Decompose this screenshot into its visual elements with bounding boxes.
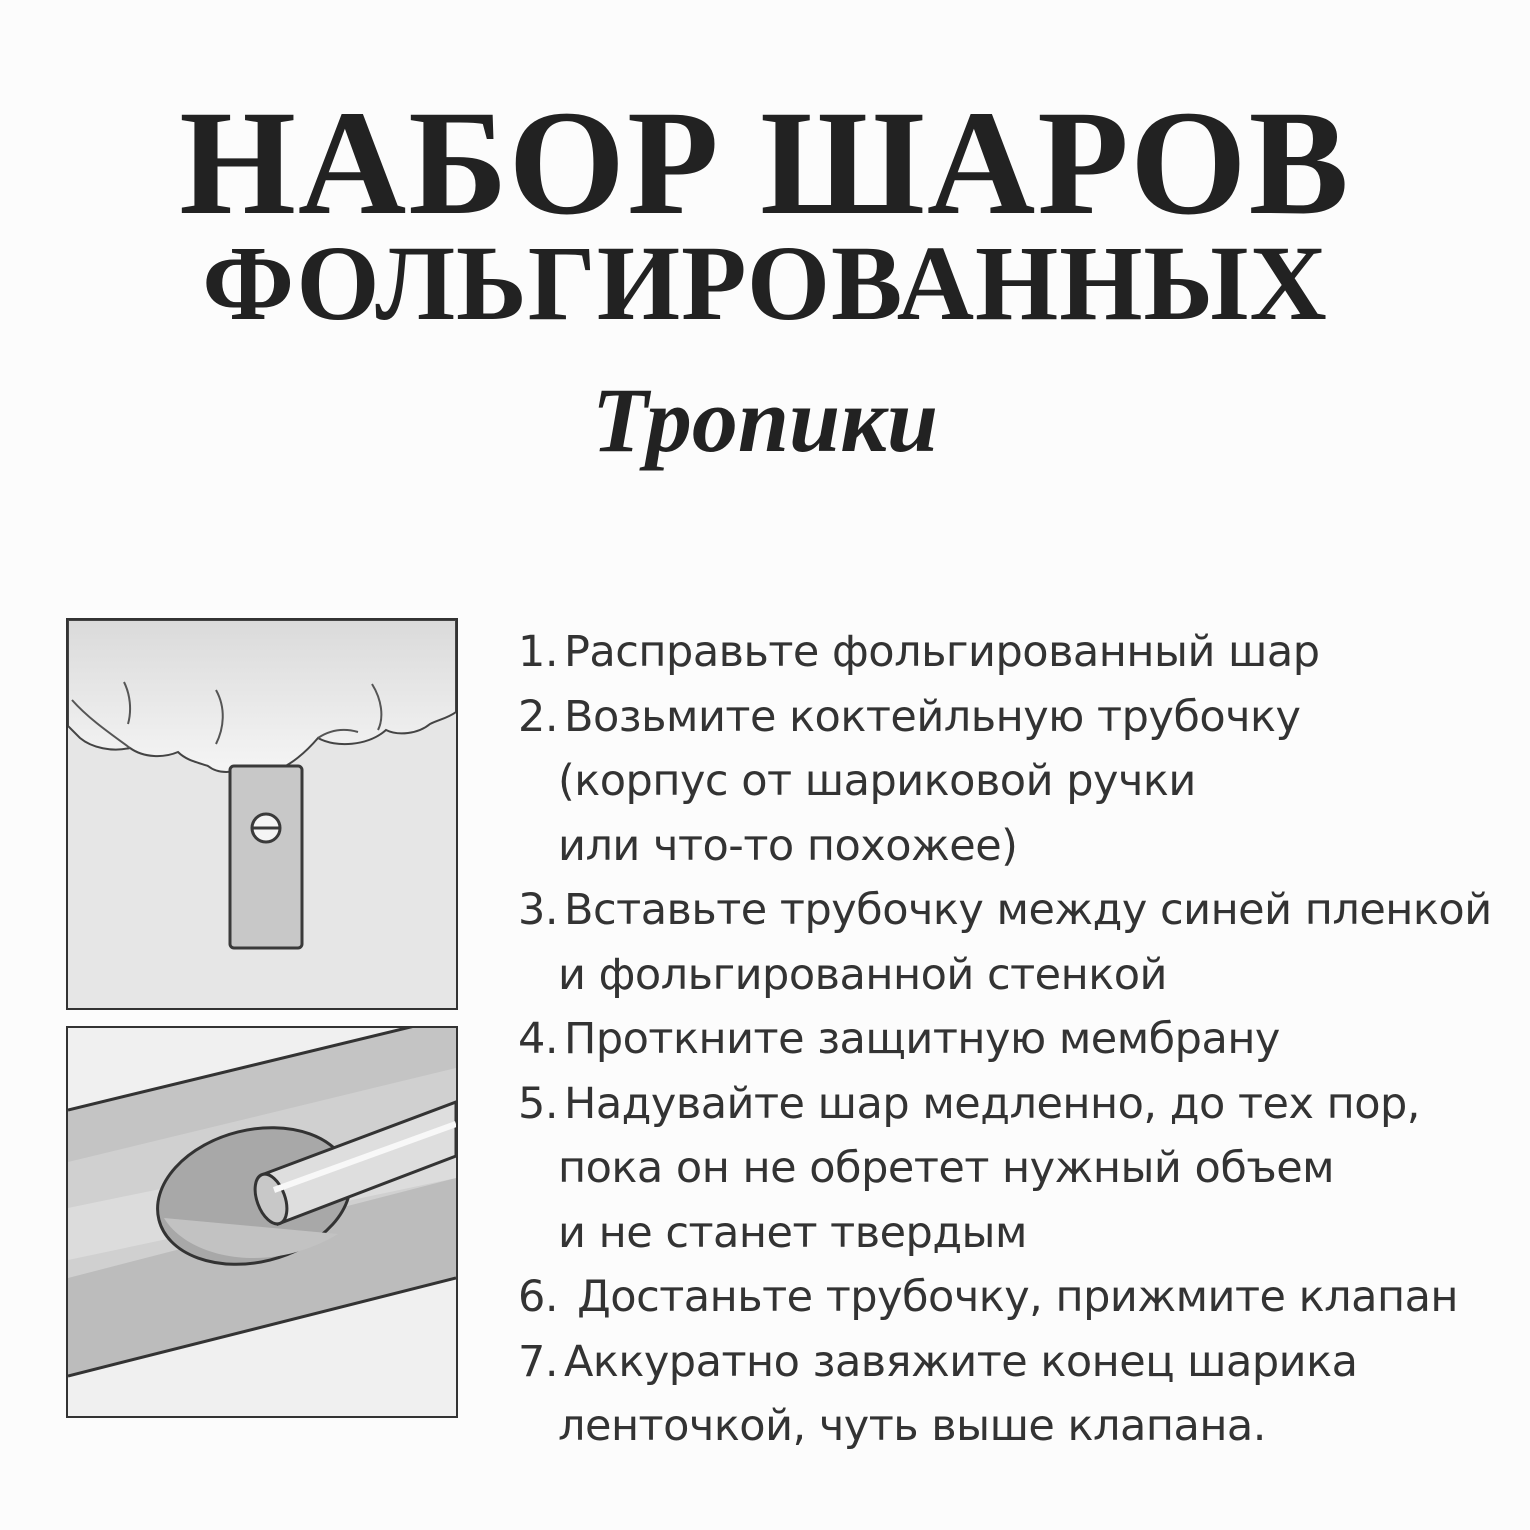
step-text: Расправьте фольгированный шар bbox=[564, 627, 1320, 677]
straw-in-valve-icon bbox=[68, 1028, 456, 1416]
step-text: Надувайте шар медленно, до тех пор, bbox=[564, 1078, 1420, 1129]
step-number: 4. bbox=[518, 1014, 559, 1064]
instruction-step bbox=[518, 1007, 1508, 1072]
step-text-continued: или что-то похожее) bbox=[558, 820, 1018, 871]
instruction-step bbox=[518, 878, 1508, 1007]
step-number: 6. bbox=[518, 1272, 559, 1322]
straw-inserted-illustration bbox=[66, 1026, 458, 1418]
step-text-continued: и не станет твердым bbox=[558, 1207, 1027, 1258]
instruction-step bbox=[518, 685, 1508, 879]
step-number: 1. bbox=[518, 627, 559, 677]
step-text: Возьмите коктейльную трубочку bbox=[564, 691, 1301, 742]
balloon-valve-illustration bbox=[66, 618, 458, 1010]
step-number: 2. bbox=[518, 691, 559, 742]
instructions-list bbox=[518, 620, 1508, 1459]
page-title-line-1: НАБОР ШАРОВ bbox=[179, 80, 1351, 246]
foil-balloon-valve-icon bbox=[68, 620, 456, 1008]
step-text-continued: пока он не обретет нужный объем bbox=[558, 1143, 1335, 1193]
page-subtitle: Тропики bbox=[591, 369, 939, 471]
instruction-step bbox=[518, 1265, 1508, 1330]
step-text: Проткните защитную мембрану bbox=[564, 1014, 1280, 1064]
step-text: Аккуратно завяжите конец шарика bbox=[564, 1336, 1358, 1387]
step-text-continued: ленточкой, чуть выше клапана. bbox=[558, 1401, 1266, 1451]
instruction-step bbox=[518, 620, 1508, 685]
instruction-step bbox=[518, 1072, 1508, 1266]
step-number: 3. bbox=[518, 885, 559, 935]
step-number: 5. bbox=[518, 1078, 559, 1129]
step-text: Вставьте трубочку между синей пленкой bbox=[564, 885, 1492, 935]
page-title-line-2: ФОЛЬГИРОВАННЫХ bbox=[202, 225, 1328, 343]
step-number: 7. bbox=[518, 1336, 559, 1387]
step-text-continued: (корпус от шариковой ручки bbox=[558, 756, 1196, 806]
step-text-continued: и фольгированной стенкой bbox=[558, 949, 1167, 1000]
step-text: Достаньте трубочку, прижмите клапан bbox=[564, 1272, 1459, 1322]
instruction-step bbox=[518, 1330, 1508, 1459]
